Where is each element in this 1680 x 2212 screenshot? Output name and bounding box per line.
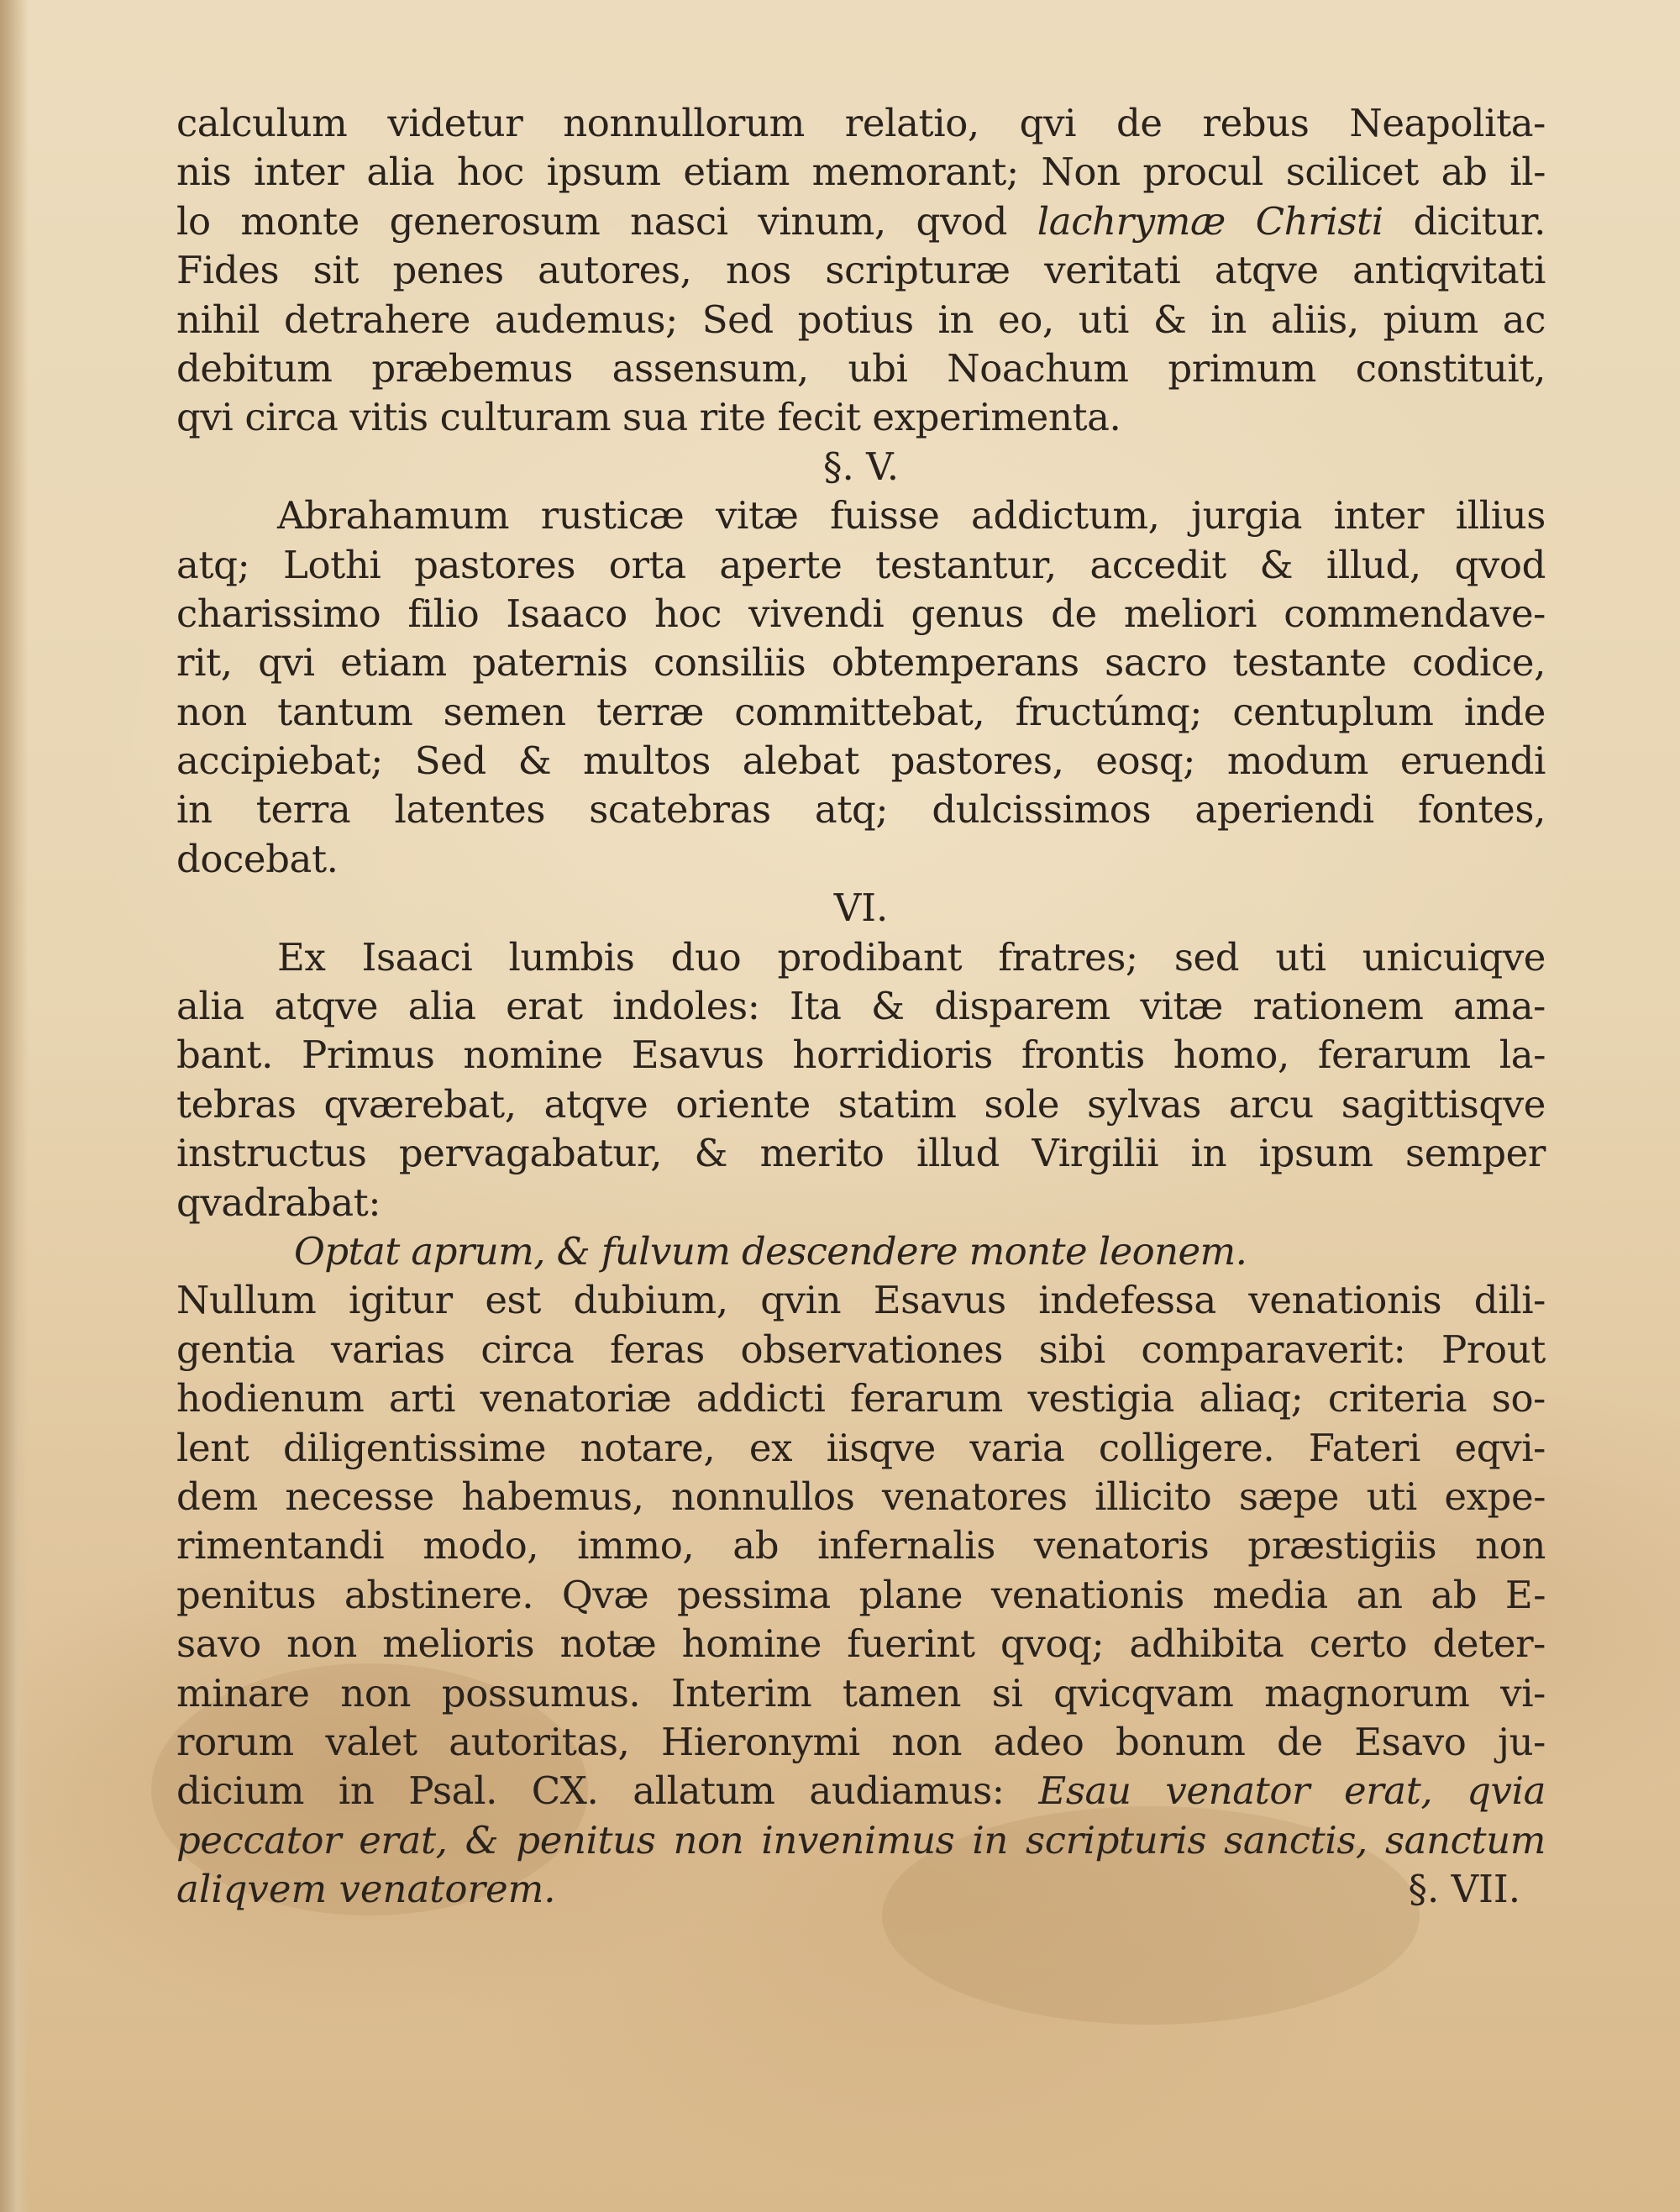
text-line: dem necesse habemus, nonnullos venatores illicito sæpe uti expe- [176, 1474, 1546, 1519]
text-line: accipiebat; Sed & multos alebat pastores, eosq; modum eruendi [176, 738, 1546, 784]
text-line: rimentandi modo, immo, ab infernalis venatoris præstigiis non [176, 1523, 1546, 1568]
text-line: debitum præbemus assensum, ubi Noachum primum constituit, [176, 345, 1546, 391]
text-line: non tantum semen terræ committebat, fructúmq; centuplum inde [176, 689, 1546, 734]
text-line: penitus abstinere. Qvæ pessima plane venationis media an ab E- [176, 1572, 1546, 1617]
text-line: charissimo filio Isaaco hoc vivendi genus de meliori commendave- [176, 591, 1546, 636]
text-line: tebras qværebat, atqve oriente statim sole sylvas arcu sagittisqve [176, 1081, 1546, 1127]
text-line: alia atqve alia erat indoles: Ita & disparem vitæ rationem ama- [176, 984, 1546, 1029]
text-line: in terra latentes scatebras atq; dulcissimos aperiendi fontes, [176, 787, 1546, 833]
text-line: savo non melioris notæ homine fuerint qvoq; adhibita certo deter- [176, 1621, 1546, 1667]
text-line: nihil detrahere audemus; Sed potius in eo, uti & in aliis, pium ac [176, 297, 1546, 342]
quote-line: aliqvem venatorem. [176, 1867, 556, 1912]
text-line: Nullum igitur est dubium, qvin Esavus indefessa venationis dili- [176, 1278, 1546, 1323]
text-line: instructus pervagabatur, & merito illud Virgilii in ipsum semper [176, 1131, 1546, 1176]
text-line: minare non possumus. Interim tamen si qvicqvam magnorum vi- [176, 1670, 1546, 1715]
text-line: dicium in Psal. CX. allatum audiamus: Esau venator erat, qvia [176, 1768, 1546, 1814]
text-line: bant. Primus nomine Esavus horridioris frontis homo, ferarum la- [176, 1032, 1546, 1078]
text-line: docebat. [176, 836, 339, 881]
text-line: rit, qvi etiam paternis consiliis obtemperans sacro testante codice, [176, 640, 1546, 686]
main-text [176, 99, 1546, 1914]
text-line: hodienum arti venatoriæ addicti ferarum vestigia aliaq; criteria so- [176, 1376, 1546, 1421]
catchword: §. VII. [1408, 1867, 1520, 1912]
section-heading: VI. [833, 885, 889, 931]
text-line: Fides sit penes autores, nos scripturæ veritati atqve antiqvitati [176, 248, 1546, 293]
text-line: nis inter alia hoc ipsum etiam memorant; Non procul scilicet ab il- [176, 150, 1546, 195]
quote-line: peccator erat, & penitus non invenimus in scripturis sanctis, sanctum [176, 1817, 1546, 1863]
last-row [176, 1865, 1546, 1914]
text-line: gentia varias circa feras observationes sibi comparaverit: Prout [176, 1327, 1546, 1372]
text-line: lent diligentissime notare, ex iisqve varia colligere. Fateri eqvi- [176, 1425, 1546, 1470]
text-line: atq; Lothi pastores orta aperte testantur, accedit & illud, qvod [176, 542, 1546, 587]
text-line: calculum videtur nonnullorum relatio, qvi de rebus Neapolita- [176, 101, 1546, 145]
page-gutter [0, 0, 29, 2212]
verse-quote: Optat aprum, & fulvum descendere monte leonem. [294, 1228, 1247, 1274]
text-line: rorum valet autoritas, Hieronymi non adeo bonum de Esavo ju- [176, 1719, 1546, 1764]
text-line: Abrahamum rusticæ vitæ fuisse addictum, jurgia inter illius [277, 493, 1546, 539]
text-line: lo monte generosum nasci vinum, qvod lachrymæ Christi dicitur. [176, 198, 1546, 244]
section-heading: §. V. [822, 444, 900, 489]
quote-italic: Esau venator erat, qvia [1038, 1768, 1546, 1814]
italic-phrase: lachrymæ Christi [1037, 198, 1383, 244]
text-line: Ex Isaaci lumbis duo prodibant fratres; sed uti unicuiqve [277, 934, 1546, 980]
text-line: qvadrabat: [176, 1180, 381, 1225]
text-line: qvi circa vitis culturam sua rite fecit experimenta. [176, 395, 1121, 440]
